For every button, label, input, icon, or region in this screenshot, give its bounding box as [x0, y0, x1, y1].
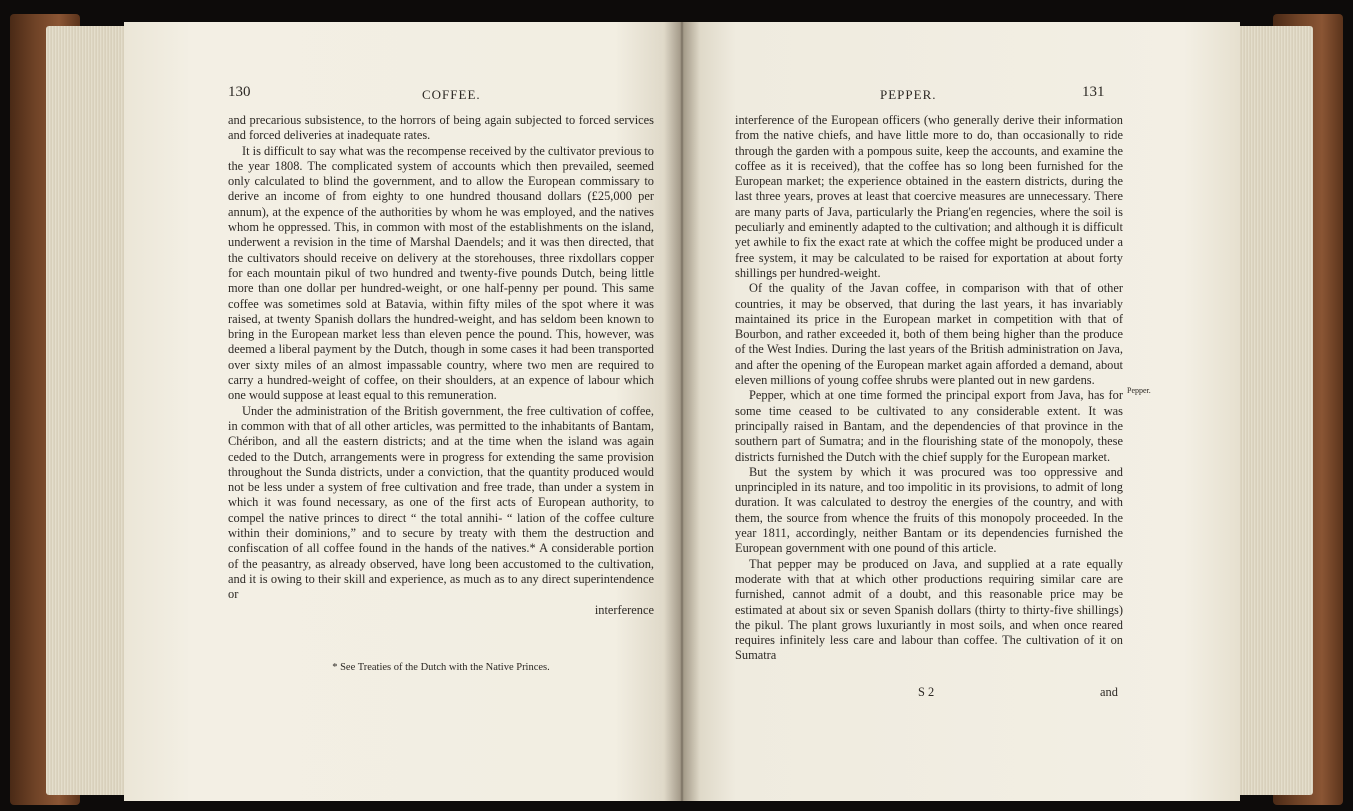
- book-gutter: [664, 22, 700, 801]
- left-paragraph-1: and precarious subsistence, to the horrors of being again subjected to forced services and forced deliveries at inadequate rates.: [228, 113, 654, 143]
- left-footnote: * See Treaties of the Dutch with the Native Princes.: [332, 662, 550, 673]
- left-folio: 130: [228, 84, 251, 100]
- left-page-edges: [46, 26, 132, 795]
- left-text-block: [228, 113, 654, 618]
- right-catchword: and: [1100, 685, 1118, 699]
- right-paragraph-1: interference of the European officers (who generally derive their information from the native chiefs, and have little more to do, than occasionally to ride through the garden with a pompous suite, keep the accounts, and examine the coffee as it is received), that the coffee has so long been furnished for the European market; the experience obtained in the eastern districts, during the last three years, proves at least that coercive measures are unnecessary. There are many parts of Java, particularly the Priang'en regencies, where the soil is peculiarly and eminently adapted to the cultivation; and although it is difficult yet awhile to fix the exact rate at which the coffee might be produced under a free system, it may be calculated to be raised for exportation at about forty shillings per hundred-weight.: [735, 113, 1123, 280]
- left-paragraph-3: Under the administration of the British government, the free cultivation of coffee, in common with that of all other articles, was permitted to the inhabitants of Bantam, Chéribon, and all the eastern districts; and at the time when the island was again ceded to the Dutch, arrangements were in progress for extending the same provision throughout the Sunda districts, under a conviction, that the quantity produced would not be less under a system of free cultivation and free trade, than under a system in which it was found necessary, as one of the first acts of European authority, to compel the native princes to direct “ the total annihi- “ lation of the coffee culture within their dominions,” and to secure by treaty with them the destruction and confiscation of all coffee found in the hands of the natives.* A considerable portion of the peasantry, as already observed, have long been accustomed to the cultivation, and it is owing to their skill and experience, as much as to any direct superintendence or: [228, 403, 654, 602]
- signature-mark: S 2: [918, 685, 935, 699]
- right-running-head: PEPPER.: [880, 87, 937, 102]
- right-text-block: [735, 113, 1123, 664]
- right-paragraph-2: Of the quality of the Javan coffee, in comparison with that of other countries, it may be observed, that during the last years, it has invariably maintained its price in the European market in competition with that of Bourbon, and rather exceeded it, both of them being higher than the produce of the West Indies. During the last years of the British administration on Java, and after the opening of the European market again afforded a demand, about eleven millions of young coffee shrubs were planted out in new gardens.: [735, 281, 1123, 388]
- pepper-sidenote: Pepper.: [1127, 386, 1151, 395]
- right-page: [680, 22, 1240, 801]
- right-paragraph-5: That pepper may be produced on Java, and supplied at a rate equally moderate with that at which other productions requiring similar care are furnished, cannot admit of a doubt, and this reasonable price may be estimated at about six or seven Spanish dollars (thirty to thirty-five shillings) the pikul. The plant grows luxuriantly in most soils, and when once reared requires infinitely less care and labour than coffee. The cultivation of it on Sumatra: [735, 556, 1123, 663]
- right-paragraph-4: But the system by which it was procured was too oppressive and unprincipled in its nature, and too impolitic in its provisions, to admit of long duration. It was calculated to destroy the energies of the country, and with them, the source from whence the fruits of this monopoly proceeded. In the year 1811, accordingly, neither Bantam or its dependencies furnished the European government with one pound of this article.: [735, 464, 1123, 556]
- left-page: [124, 22, 682, 801]
- left-paragraph-2: It is difficult to say what was the recompense received by the cultivator previous to the year 1808. The complicated system of accounts which then prevailed, seemed only calculated to blind the government, and to allow the European commissary to derive an income of from eighty to one hundred thousand dollars (£25,000 per annum), at the expence of the authorities by whom he was employed, and the natives whom he oppressed. This, in common with most of the establishments on the island, underwent a revision in the time of Marshal Daendels; and it was then directed, that the cultivators should receive on delivery at the storehouses, three rixdollars copper for each mountain pikul of two hundred and twenty-five pounds Dutch, being little more than one dollar per hundred-weight, or one half-penny per pound. This same coffee was sometimes sold at Batavia, within fifty miles of the spot where it was raised, at twenty Spanish dollars the hundred-weight, and has seldom been known to bring in the European market less than eleven pence the pound. This, however, was deemed a liberal payment by the Dutch, though in some cases it had been transported over sixty miles of an almost impassable country, where two men are required to carry a hundred-weight of coffee, on their shoulders, at an expence of labour which one would suppose at least equal to this remuneration.: [228, 143, 654, 403]
- right-paragraph-3: Pepper, which at one time formed the principal export from Java, has for some time ceased to be cultivated to any considerable extent. It was principally raised in Bantam, and the dependencies of that province in the southern part of Sumatra; and in the flourishing state of the monopoly, these districts furnished the Dutch with the chief supply for the European market.: [735, 388, 1123, 464]
- left-catchword: interference: [594, 602, 654, 617]
- right-folio: 131: [1082, 84, 1105, 100]
- left-running-head: COFFEE.: [422, 87, 481, 102]
